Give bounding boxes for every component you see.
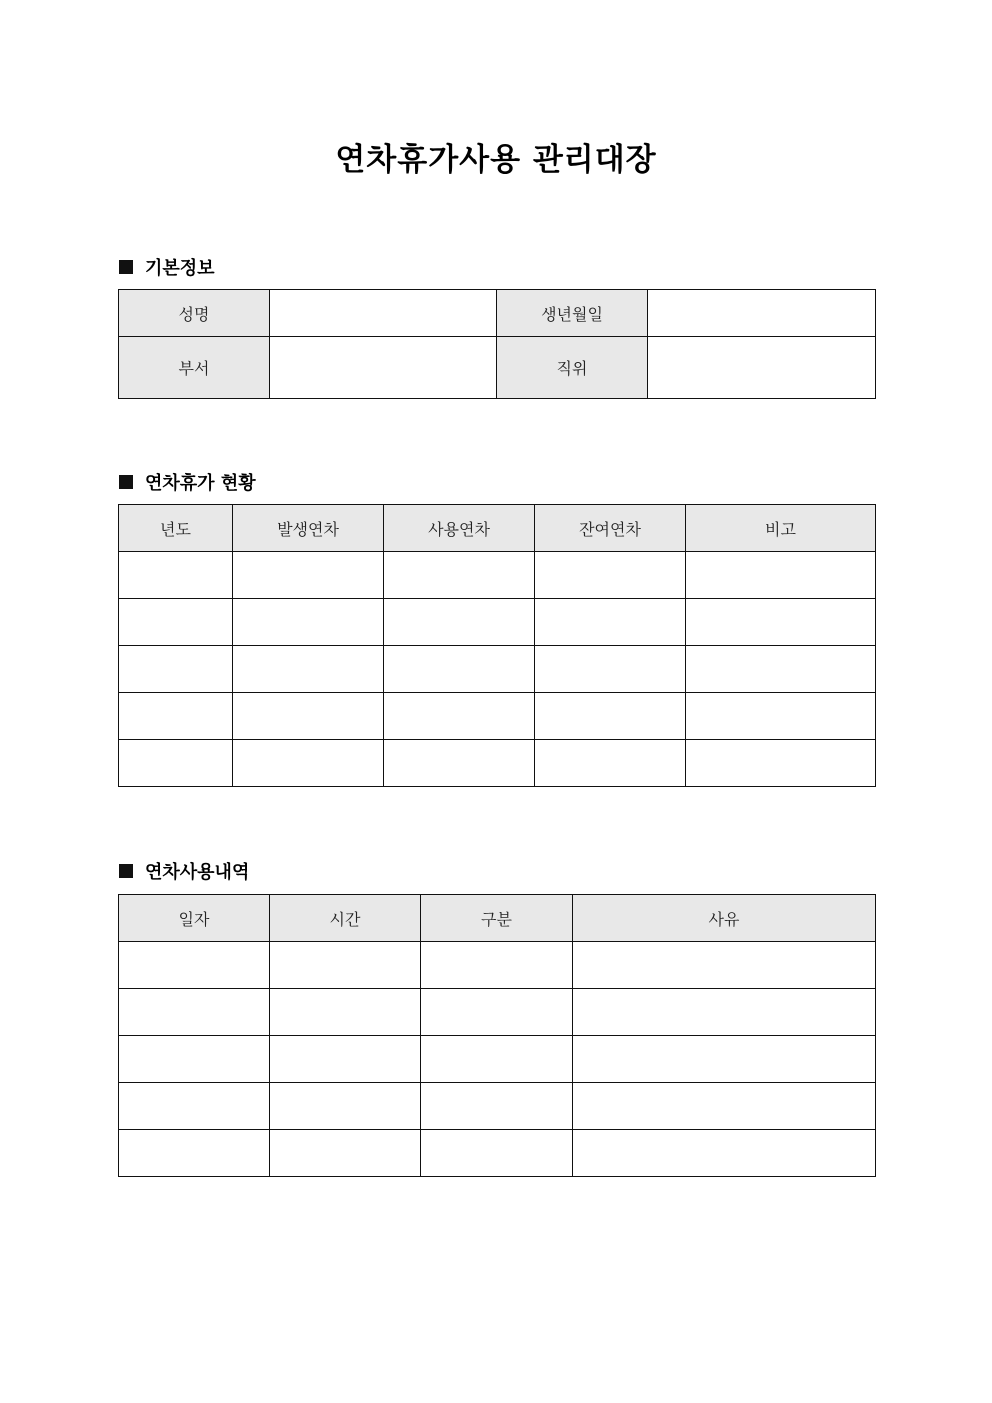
cell-remarks[interactable] xyxy=(686,552,876,599)
cell-year[interactable] xyxy=(119,599,233,646)
cell-granted[interactable] xyxy=(233,646,384,693)
cell-time[interactable] xyxy=(270,942,421,989)
birthdate-field[interactable] xyxy=(648,290,876,337)
table-row xyxy=(119,290,876,337)
column-header-used: 사용연차 xyxy=(384,505,535,552)
column-header-reason: 사유 xyxy=(573,895,876,942)
cell-remarks[interactable] xyxy=(686,599,876,646)
square-bullet-icon xyxy=(119,475,133,489)
position-field[interactable] xyxy=(648,337,876,399)
cell-remarks[interactable] xyxy=(686,740,876,787)
label-department: 부서 xyxy=(119,337,270,399)
table-header-row xyxy=(119,895,876,942)
label-name: 성명 xyxy=(119,290,270,337)
square-bullet-icon xyxy=(119,864,133,878)
table-row xyxy=(119,1130,876,1177)
table-row xyxy=(119,1083,876,1130)
cell-used[interactable] xyxy=(384,552,535,599)
table-row xyxy=(119,989,876,1036)
cell-remaining[interactable] xyxy=(535,646,686,693)
label-birthdate: 생년월일 xyxy=(497,290,648,337)
cell-remaining[interactable] xyxy=(535,740,686,787)
column-header-year: 년도 xyxy=(119,505,233,552)
cell-date[interactable] xyxy=(119,1130,270,1177)
cell-granted[interactable] xyxy=(233,693,384,740)
leave-usage-table xyxy=(118,894,876,1177)
table-row xyxy=(119,599,876,646)
square-bullet-icon xyxy=(119,260,133,274)
table-row xyxy=(119,552,876,599)
cell-time[interactable] xyxy=(270,989,421,1036)
cell-granted[interactable] xyxy=(233,599,384,646)
cell-reason[interactable] xyxy=(573,1036,876,1083)
cell-used[interactable] xyxy=(384,740,535,787)
table-row xyxy=(119,942,876,989)
cell-date[interactable] xyxy=(119,1036,270,1083)
section-heading-text: 기본정보 xyxy=(145,258,215,279)
section-basic-info-heading xyxy=(119,254,215,280)
column-header-date: 일자 xyxy=(119,895,270,942)
cell-type[interactable] xyxy=(421,1083,573,1130)
cell-remarks[interactable] xyxy=(686,646,876,693)
table-header-row xyxy=(119,505,876,552)
cell-year[interactable] xyxy=(119,646,233,693)
cell-type[interactable] xyxy=(421,1036,573,1083)
cell-reason[interactable] xyxy=(573,989,876,1036)
column-header-time: 시간 xyxy=(270,895,421,942)
cell-reason[interactable] xyxy=(573,942,876,989)
name-field[interactable] xyxy=(270,290,497,337)
section-heading-text: 연차사용내역 xyxy=(145,862,250,883)
cell-used[interactable] xyxy=(384,599,535,646)
cell-time[interactable] xyxy=(270,1036,421,1083)
column-header-remaining: 잔여연차 xyxy=(535,505,686,552)
section-leave-status-heading xyxy=(119,469,256,495)
cell-remaining[interactable] xyxy=(535,599,686,646)
cell-time[interactable] xyxy=(270,1130,421,1177)
label-position: 직위 xyxy=(497,337,648,399)
column-header-granted: 발생연차 xyxy=(233,505,384,552)
column-header-remarks: 비고 xyxy=(686,505,876,552)
table-row xyxy=(119,1036,876,1083)
cell-type[interactable] xyxy=(421,1130,573,1177)
section-leave-usage-heading xyxy=(119,858,249,884)
cell-type[interactable] xyxy=(421,989,573,1036)
cell-remaining[interactable] xyxy=(535,552,686,599)
cell-used[interactable] xyxy=(384,646,535,693)
cell-remarks[interactable] xyxy=(686,693,876,740)
cell-year[interactable] xyxy=(119,740,233,787)
table-row xyxy=(119,740,876,787)
department-field[interactable] xyxy=(270,337,497,399)
table-row xyxy=(119,646,876,693)
leave-status-table xyxy=(118,504,876,787)
cell-granted[interactable] xyxy=(233,740,384,787)
section-heading-text: 연차휴가 현황 xyxy=(145,473,256,494)
cell-year[interactable] xyxy=(119,552,233,599)
cell-date[interactable] xyxy=(119,942,270,989)
cell-reason[interactable] xyxy=(573,1130,876,1177)
table-row xyxy=(119,337,876,399)
cell-date[interactable] xyxy=(119,1083,270,1130)
cell-reason[interactable] xyxy=(573,1083,876,1130)
cell-type[interactable] xyxy=(421,942,573,989)
cell-remaining[interactable] xyxy=(535,693,686,740)
cell-used[interactable] xyxy=(384,693,535,740)
column-header-type: 구분 xyxy=(421,895,573,942)
basic-info-table xyxy=(118,289,876,399)
cell-granted[interactable] xyxy=(233,552,384,599)
cell-time[interactable] xyxy=(270,1083,421,1130)
cell-date[interactable] xyxy=(119,989,270,1036)
document-title: 연차휴가사용 관리대장 xyxy=(335,142,657,178)
cell-year[interactable] xyxy=(119,693,233,740)
table-row xyxy=(119,693,876,740)
